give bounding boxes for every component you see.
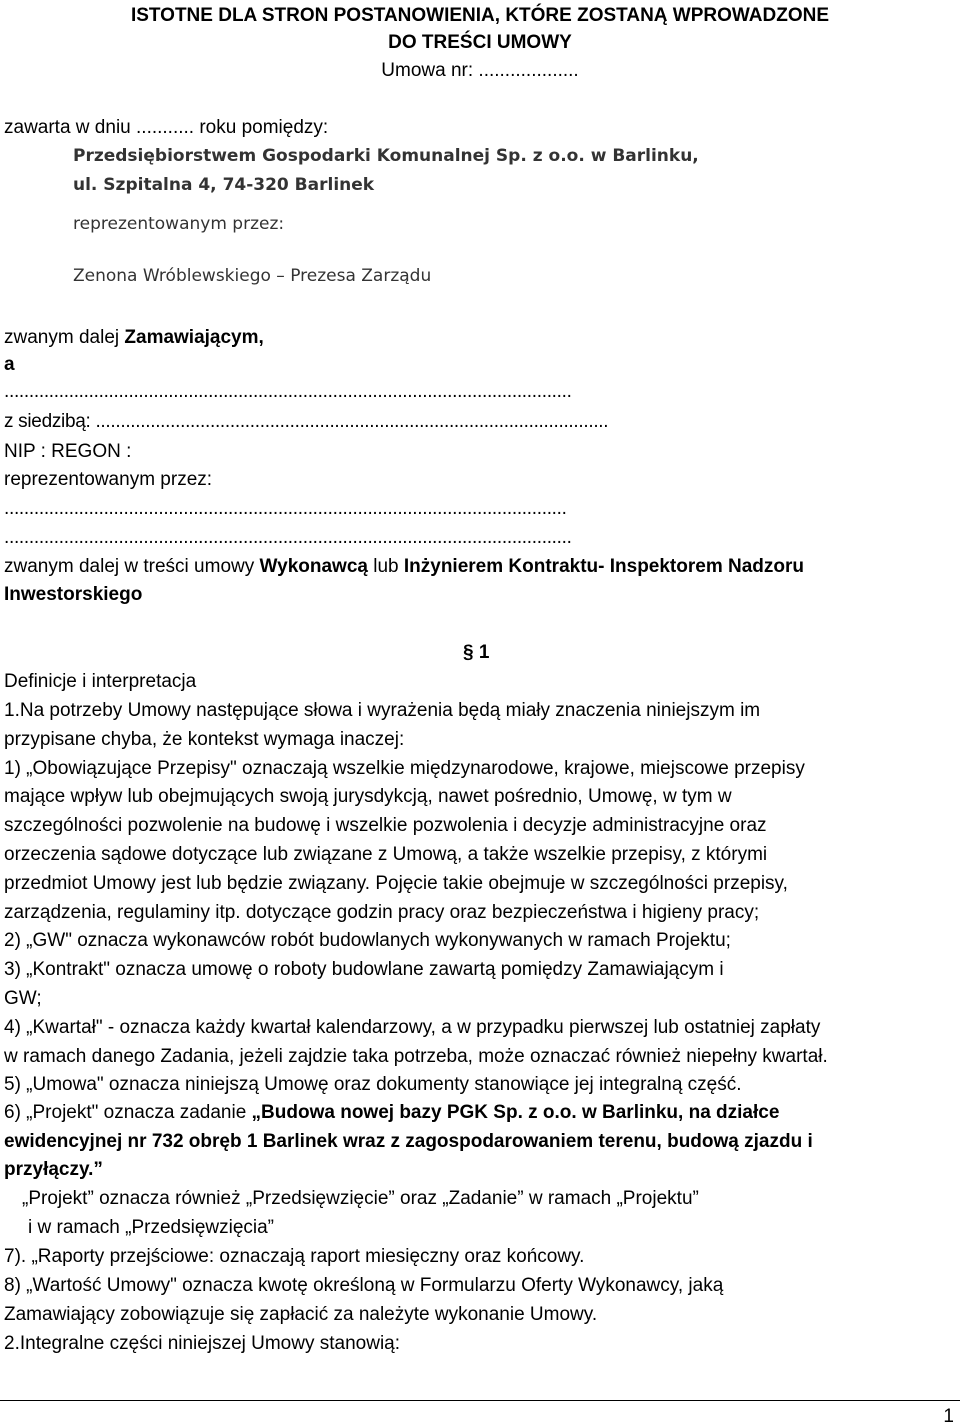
- dots-line-2: .................................................................................................................: [4, 498, 567, 519]
- definition-line: przypisane chyba, że kontekst wymaga inaczej:: [4, 728, 405, 750]
- definition-line: 4) „Kwartał" - oznacza każdy kwartał kalendarzowy, a w przypadku pierwszej lub ostatniej zapłaty: [4, 1016, 821, 1038]
- project-name-1: „Budowa nowej bazy PGK Sp. z o.o. w Barlinku, na działce: [251, 1102, 780, 1123]
- definition-line: 7). „Raporty przejściowe: oznaczają raport miesięczny oraz końcowy.: [4, 1246, 585, 1267]
- engineer-role: Inżynierem Kontraktu- Inspektorem Nadzoru: [403, 556, 804, 577]
- called-client-line: [4, 328, 264, 347]
- dots-line-1: ..................................................................................................................: [4, 381, 572, 402]
- company-name: Przedsiębiorstwem Gospodarki Komunalnej Sp. z o.o. w Barlinku,: [73, 146, 699, 166]
- definition-line: 3) „Kontrakt" oznacza umowę o roboty budowlane zawartą pomiędzy Zamawiającym i: [4, 959, 724, 981]
- footer-rule: [0, 1400, 960, 1401]
- represented-by-1: reprezentowanym przez:: [73, 214, 285, 234]
- definition-line: zarządzenia, regulaminy itp. dotyczące godzin pracy oraz bezpieczeństwa i higieny pracy;: [4, 901, 760, 923]
- contract-number: Umowa nr: ...................: [381, 60, 579, 81]
- project-name-3: przyłączy.”: [4, 1159, 103, 1180]
- item6-prefix: 6) „Projekt" oznacza zadanie: [4, 1102, 252, 1123]
- project-name-2: ewidencyjnej nr 732 obręb 1 Barlinek wraz z zagospodarowaniem terenu, budową zjazdu i: [4, 1131, 813, 1152]
- definition-line: szczególności pozwolenie na budowę i wszelkie pozwolenia i decyzje administracyjne oraz: [4, 815, 767, 837]
- nip-regon: NIP : REGON :: [4, 441, 132, 462]
- definition-line: 1) „Obowiązujące Przepisy" oznaczają wszelkie międzynarodowe, krajowe, miejscowe przepisy: [4, 757, 805, 779]
- contractor-role: Wykonawcą: [259, 556, 368, 577]
- and-word: a: [4, 354, 15, 375]
- definition-line: 2.Integralne części niniejszej Umowy stanowią:: [4, 1333, 401, 1354]
- section-symbol: § 1: [463, 642, 490, 663]
- definition-line: 8) „Wartość Umowy" oznacza kwotę określoną w Formularzu Oferty Wykonawcy, jaką: [4, 1275, 724, 1296]
- definition-line: w ramach danego Zadania, jeżeli zajdzie taka potrzeba, może oznaczać również niepełny kwartał.: [4, 1045, 828, 1067]
- contractor-line: [4, 557, 804, 576]
- represented-by-2: reprezentowanym przez:: [4, 469, 213, 490]
- project-extra-1: „Projekt” oznacza również „Przedsięwzięcie” oraz „Zadanie” w ramach „Projektu”: [22, 1188, 699, 1209]
- definition-line: Zamawiający zobowiązuje się zapłacić za należyte wykonanie Umowy.: [4, 1304, 598, 1325]
- definition-line: orzeczenia sądowe dotyczące lub związane z Umową, a także wszelkie przepisy, z którymi: [4, 844, 768, 865]
- definition-line: 1.Na potrzeby Umowy następujące słowa i wyrażenia będą miały znaczenia niniejszym im: [4, 700, 761, 721]
- contractor-or: lub: [367, 556, 404, 577]
- section-heading: Definicje i interpretacja: [4, 671, 197, 692]
- engineer-role-cont: Inwestorskiego: [4, 584, 143, 605]
- concluded-line: zawarta w dniu ........... roku pomiędzy:: [4, 117, 329, 138]
- project-extra-2: i w ramach „Przedsięwzięcia”: [28, 1217, 275, 1238]
- definition-line: 2) „GW" oznacza wykonawców robót budowlanych wykonywanych w ramach Projektu;: [4, 930, 731, 952]
- document-title-line2: DO TREŚCI UMOWY: [388, 32, 572, 53]
- called-prefix: zwanym dalej: [4, 327, 125, 348]
- definition-line: mające wpływ lub obejmujących swoją jurysdykcją, nawet pośrednio, Umowę, w tym w: [4, 786, 732, 808]
- definition-line: przedmiot Umowy jest lub będzie związany. Pojęcie takie obejmuje w szczególności przepisy,: [4, 872, 788, 894]
- document-title-line1: ISTOTNE DLA STRON POSTANOWIENIA, KTÓRE ZOSTANĄ WPROWADZONE: [130, 5, 830, 26]
- definition-line: GW;: [4, 988, 42, 1009]
- contractor-prefix: zwanym dalej w treści umowy: [4, 556, 260, 577]
- dots-line-3: ..................................................................................................................: [4, 527, 572, 548]
- definition-line: 5) „Umowa" oznacza niniejszą Umowę oraz dokumenty stanowiące jej integralną część.: [4, 1074, 742, 1096]
- page-number: 1: [943, 1406, 954, 1427]
- item6-line1: [4, 1103, 779, 1122]
- company-address: ul. Szpitalna 4, 74-320 Barlinek: [73, 175, 375, 195]
- client-role: Zamawiającym,: [124, 327, 264, 348]
- seat-line: z siedzibą: .......................................................................................................: [4, 411, 609, 432]
- president-name: Zenona Wróblewskiego – Prezesa Zarządu: [73, 266, 432, 286]
